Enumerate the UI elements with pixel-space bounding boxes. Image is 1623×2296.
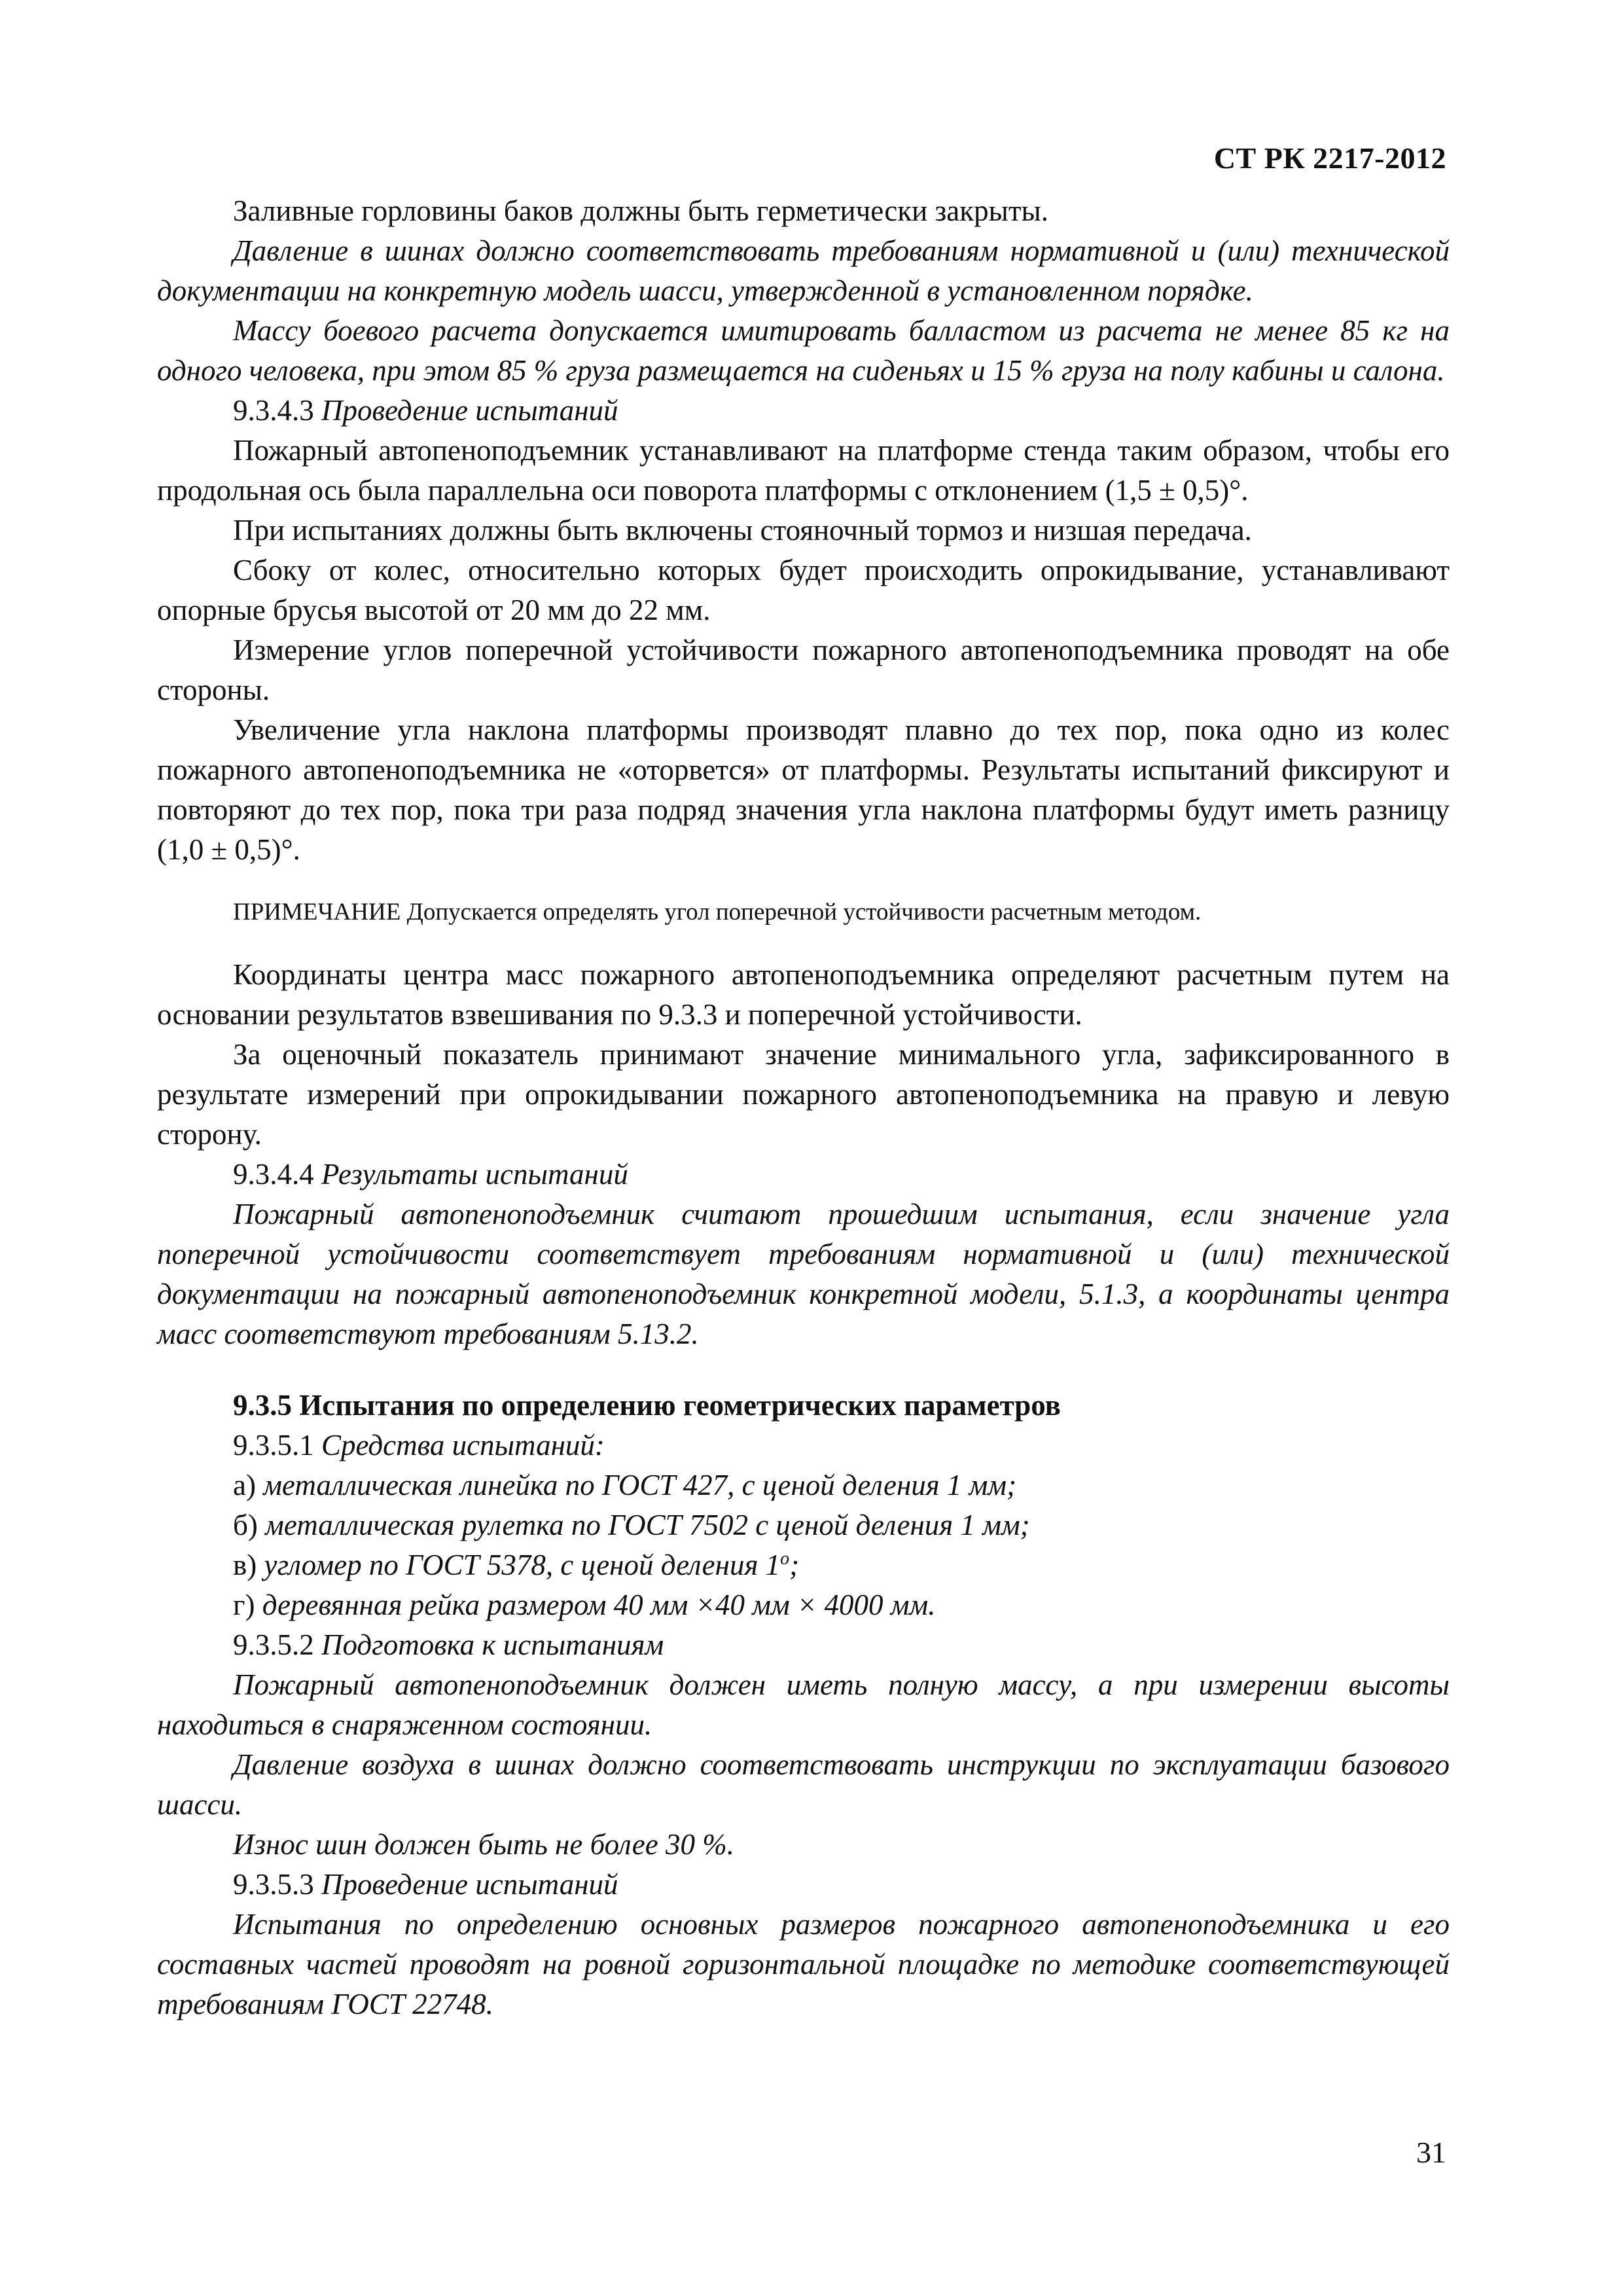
- paragraph: Массу боевого расчета допускается имитировать балластом из расчета не менее 85 кг на одного человека, при этом 85 % груза размещается на сиденьях и 15 % груза на полу кабины и салона.: [157, 314, 1450, 387]
- list-text: металлическая рулетка по ГОСТ 7502 с ценой деления 1 мм;: [265, 1509, 1030, 1541]
- paragraph: Координаты центра масс пожарного автопеноподъемника определяют расчетным путем на основании результатов взвешивания по 9.3.3 и поперечной устойчивости.: [157, 958, 1450, 1031]
- list-item: [157, 1585, 1450, 1625]
- page-body: [157, 191, 1450, 2024]
- page-number: 31: [1416, 2136, 1446, 2169]
- paragraph: Износ шин должен быть не более 30 %.: [233, 1828, 734, 1861]
- subsection-heading: [157, 1426, 1450, 1465]
- subsection-heading: [157, 1625, 1450, 1665]
- subsection-number: 9.3.5.3: [233, 1868, 314, 1901]
- subsection-title: Средства испытаний:: [321, 1429, 605, 1462]
- subsection-title: Проведение испытаний: [321, 1868, 618, 1901]
- list-item: [157, 1545, 1450, 1585]
- subsection-number: 9.3.4.4: [233, 1158, 314, 1191]
- subsection-number: 9.3.4.3: [233, 394, 314, 427]
- subsection-heading: [157, 1155, 1450, 1194]
- paragraph: Пожарный автопеноподъемник должен иметь полную массу, а при измерении высоты находиться в снаряженном состоянии.: [157, 1668, 1450, 1741]
- list-marker: а): [233, 1469, 256, 1501]
- paragraph: Заливные горловины баков должны быть герметически закрыты.: [233, 194, 1049, 227]
- list-item: [157, 1465, 1450, 1505]
- paragraph: Пожарный автопеноподъемник считают прошедшим испытания, если значение угла поперечной устойчивости соответствует требованиям нормативной и (или) технической документации на пожарный автопеноподъемник конкретной модели, 5.1.3, а координаты центра масс соответствуют требованиям 5.13.2.: [157, 1198, 1450, 1350]
- list-item: [157, 1505, 1450, 1545]
- paragraph: Пожарный автопеноподъемник устанавливают на платформе стенда таким образом, чтобы его продольная ось была параллельна оси поворота платформы с отклонением (1,5 ± 0,5)°.: [157, 434, 1450, 507]
- paragraph: Сбоку от колес, относительно которых будет происходить опрокидывание, устанавливают опорные брусья высотой от 20 мм до 22 мм.: [157, 554, 1450, 626]
- degree-superscript: о: [780, 1549, 790, 1569]
- note: ПРИМЕЧАНИЕ Допускается определять угол поперечной устойчивости расчетным методом.: [233, 899, 1202, 925]
- section-heading: 9.3.5 Испытания по определению геометрических параметров: [233, 1389, 1061, 1422]
- standard-code: СТ РК 2217-2012: [1213, 141, 1446, 175]
- list-marker: в): [233, 1549, 257, 1581]
- list-text: деревянная рейка размером 40 мм ×40 мм × 4000 мм.: [262, 1588, 936, 1621]
- list-text: металлическая линейка по ГОСТ 427, с ценой деления 1 мм;: [263, 1469, 1017, 1501]
- paragraph: Давление в шинах должно соответствовать требованиям нормативной и (или) технической документации на конкретную модель шасси, утвержденной в установленном порядке.: [157, 234, 1450, 307]
- subsection-heading: [157, 391, 1450, 431]
- list-text: угломер по ГОСТ 5378, с ценой деления 1: [264, 1549, 781, 1581]
- paragraph: За оценочный показатель принимают значение минимального угла, зафиксированного в результате измерений при опрокидывании пожарного автопеноподъемника на правую и левую сторону.: [157, 1038, 1450, 1151]
- list-marker: б): [233, 1509, 258, 1541]
- list-text-tail: ;: [789, 1549, 800, 1581]
- paragraph: Давление воздуха в шинах должно соответствовать инструкции по эксплуатации базового шасси.: [157, 1748, 1450, 1821]
- subsection-title: Проведение испытаний: [321, 394, 618, 427]
- subsection-heading: [157, 1865, 1450, 1905]
- paragraph: Измерение углов поперечной устойчивости пожарного автопеноподъемника проводят на обе стороны.: [157, 634, 1450, 706]
- subsection-title: Результаты испытаний: [321, 1158, 628, 1191]
- paragraph: Увеличение угла наклона платформы производят плавно до тех пор, пока одно из колес пожарного автопеноподъемника не «оторвется» от платформы. Результаты испытаний фиксируют и повторяют до тех пор, пока три раза подряд значения угла наклона платформы будут иметь разницу (1,0 ± 0,5)°.: [157, 713, 1450, 866]
- paragraph: Испытания по определению основных размеров пожарного автопеноподъемника и его составных частей проводят на ровной горизонтальной площадке по методике соответствующей требованиям ГОСТ 22748.: [157, 1908, 1450, 2020]
- list-marker: г): [233, 1588, 255, 1621]
- subsection-title: Подготовка к испытаниям: [321, 1628, 664, 1661]
- subsection-number: 9.3.5.2: [233, 1628, 314, 1661]
- subsection-number: 9.3.5.1: [233, 1429, 314, 1462]
- paragraph: При испытаниях должны быть включены стояночный тормоз и низшая передача.: [233, 514, 1252, 547]
